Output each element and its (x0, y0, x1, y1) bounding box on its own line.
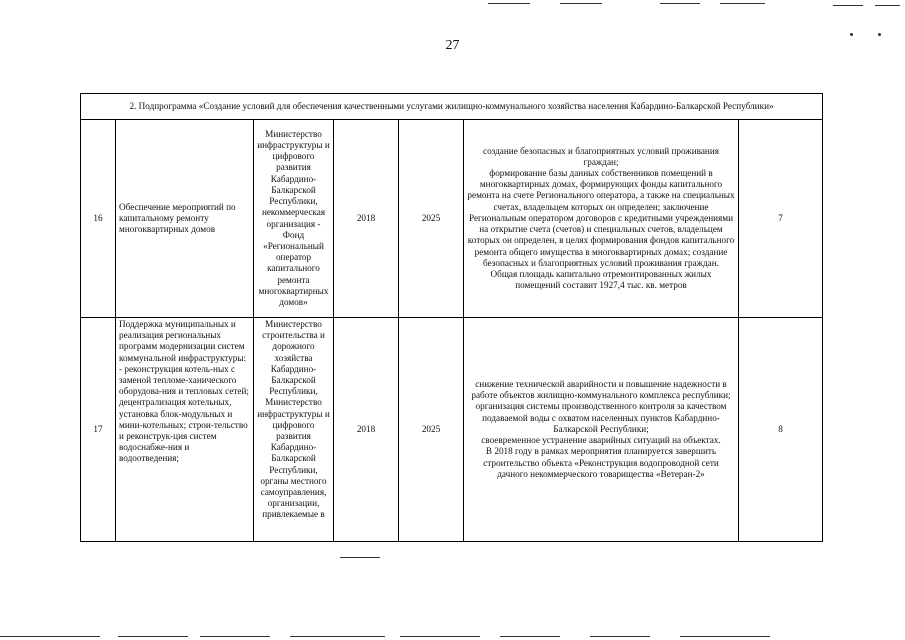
indicator-link: 8 (739, 318, 823, 542)
table-row (81, 120, 823, 318)
subprogram-title: 2. Подпрограмма «Создание условий для обеспечения качественными услугами жилищно-коммунального хозяйства населения Кабардино-Балкарской Республики» (81, 94, 823, 120)
scan-artifact-line (875, 5, 900, 6)
scan-artifact-line (500, 636, 560, 637)
table-row (81, 318, 823, 542)
scan-artifact-line (720, 3, 765, 4)
scan-artifact-dot (878, 33, 881, 36)
start-year: 2018 (334, 318, 399, 542)
scan-artifact-line (560, 3, 602, 4)
executors: Министерство строительства и дорожного хозяйства Кабардино-Балкарской Республики, Министерство инфраструктуры и цифрового развития Кабардино-Балкарской Республики, органы местного самоуправления, организации, привлекаемые в (254, 318, 334, 542)
subprogram-header-row (81, 94, 823, 120)
row-number: 16 (81, 120, 116, 318)
event-name: Поддержка муниципальных и реализация региональных программ модернизации систем коммунальной инфраструктуры: - реконструкция котель-ных с заменой тепломе-ханического оборудова-ния и тепловых сетей; децентрализация котельных, установка блок-модульных и мини-котельных; строи-тельство и реконструк-ция систем водоснабже-ния и водоотведения; (116, 318, 254, 542)
expected-result: создание безопасных и благоприятных условий проживания граждан; формирование базы данных собственников помещений в многоквартирных домах, формирующих фонды капитального ремонта на счете Регионального оператора, а также на специальных счетах, владельцем которых он определен; заключение Региональным оператором договоров с кредитными учреждениями на открытие счета (счетов) и специальных счетов, владельцем которых он определен, в целях формирования фондов капитального ремонта общего имущества в многоквартирных домах; создание безопасных и благоприятных условий проживания граждан. Общая площадь капитально отремонтированных жилых помещений составит 1927,4 тыс. кв. метров (464, 120, 739, 318)
scan-artifact-line (400, 636, 480, 637)
expected-result: снижение технической аварийности и повышение надежности в работе объектов жилищно-коммунального комплекса республики; организация системы производственного контроля за качеством подаваемой воды с охватом населенных пунктов Кабардино-Балкарской Республики; своевременное устранение аварийных ситуаций на объектах. В 2018 году в рамках мероприятия планируется завершить строительство объекта «Реконструкция водопроводной сети дачного некоммерческого товарищества «Ветеран-2» (464, 318, 739, 542)
scan-artifact-line (290, 636, 385, 637)
executors: Министерство инфраструктуры и цифрового развития Кабардино-Балкарской Республики, некоммерческая организация - Фонд «Региональный оператор капитального ремонта многоквартирных домов» (254, 120, 334, 318)
scan-artifact-line (0, 636, 100, 637)
scan-artifact-line (200, 636, 270, 637)
scan-artifact-line (590, 636, 650, 637)
scan-artifact-line (660, 3, 700, 4)
page-number: 27 (445, 38, 460, 53)
row-number: 17 (81, 318, 116, 542)
scan-artifact-line (340, 557, 380, 558)
program-table (80, 93, 823, 542)
scan-artifact-line (488, 3, 530, 4)
scan-artifact-line (118, 636, 188, 637)
end-year: 2025 (399, 318, 464, 542)
indicator-link: 7 (739, 120, 823, 318)
end-year: 2025 (399, 120, 464, 318)
event-name: Обеспечение мероприятий по капитальному ремонту многоквартирных домов (116, 120, 254, 318)
scan-artifact-dot (850, 33, 853, 36)
start-year: 2018 (334, 120, 399, 318)
scan-artifact-line (680, 636, 770, 637)
scan-artifact-line (833, 5, 863, 6)
